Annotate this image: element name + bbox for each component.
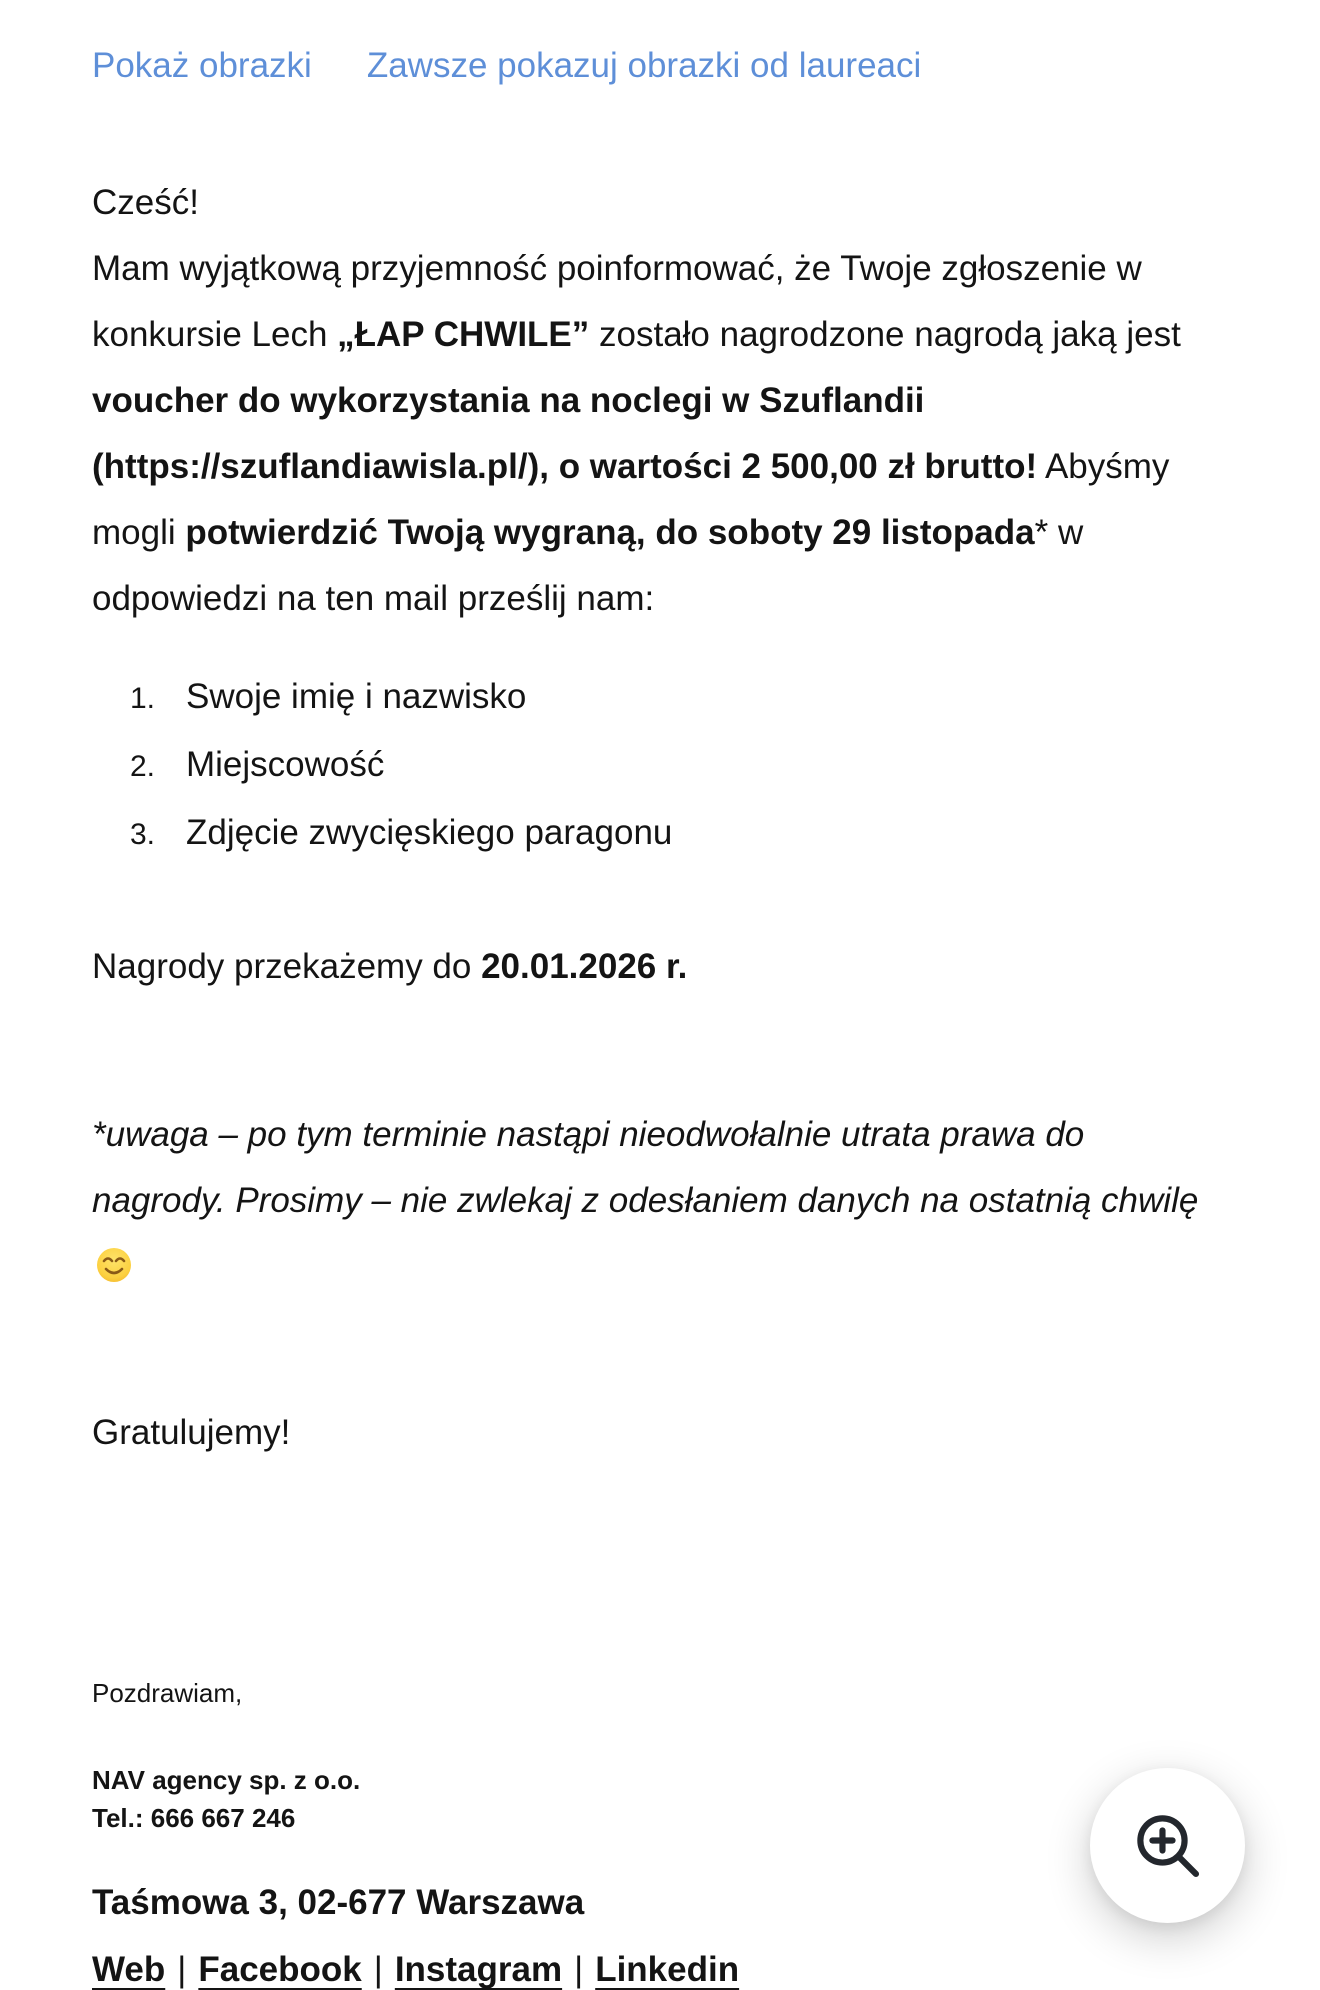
zoom-in-icon <box>1129 1807 1207 1885</box>
show-images-link[interactable]: Pokaż obrazki <box>92 46 312 85</box>
company-name: NAV agency sp. z o.o. <box>92 1765 361 1795</box>
facebook-link[interactable]: Facebook <box>198 1950 362 1989</box>
list-item <box>130 732 1204 800</box>
congrats-text: Gratulujemy! <box>92 1413 291 1452</box>
greeting-text: Cześć! <box>92 183 199 222</box>
list-item-number: 2. <box>130 750 156 783</box>
list-item-label: Swoje imię i nazwisko <box>186 677 527 716</box>
email-content <box>92 0 1204 1990</box>
link-separator: | <box>177 1950 187 1989</box>
list-item-number: 1. <box>130 682 156 715</box>
note-text: *uwaga – po tym terminie nastąpi nieodwołalnie utrata prawa do nagrody. Prosimy – nie zwlekaj z odesłaniem danych na ostatnią chwilę <box>92 1115 1199 1220</box>
company-phone: Tel.: 666 667 246 <box>92 1803 296 1833</box>
image-permission-bar <box>92 42 1204 90</box>
list-item-number: 3. <box>130 818 156 851</box>
social-links-row <box>92 1946 1204 1990</box>
linkedin-link[interactable]: Linkedin <box>595 1950 740 1989</box>
zoom-in-button[interactable] <box>1090 1768 1245 1923</box>
company-address: Taśmowa 3, 02-677 Warszawa <box>92 1883 585 1922</box>
list-item <box>130 664 1204 732</box>
smiling-face-emoji <box>96 1239 132 1275</box>
instagram-link[interactable]: Instagram <box>394 1950 563 1989</box>
signature-closing: Pozdrawiam, <box>92 1678 243 1708</box>
always-show-images-link[interactable]: Zawsze pokazuj obrazki od laureaci <box>366 46 922 85</box>
link-separator: | <box>574 1950 584 1989</box>
signature-company-block <box>92 1761 1204 1837</box>
web-link[interactable]: Web <box>92 1950 166 1989</box>
required-items-list <box>92 664 1204 868</box>
list-item-label: Zdjęcie zwycięskiego paragonu <box>186 813 673 852</box>
deadline-paragraph: Nagrody przekażemy do 20.01.2026 r. <box>92 947 688 986</box>
list-item-label: Miejscowość <box>186 745 385 784</box>
list-item <box>130 800 1204 868</box>
link-separator: | <box>373 1950 383 1989</box>
intro-paragraph: Mam wyjątkową przyjemność poinformować, że Twoje zgłoszenie w konkursie Lech „ŁAP CHWILE” zostało nagrodzone nagrodą jaką jest voucher do wykorzystania na noclegi w Szuflandii (https://szuflandiawisla.pl/), o wartości 2 500,00 zł brutto! Abyśmy mogli potwierdzić Twoją wygraną, do soboty 29 listopada* w odpowiedzi na ten mail prześlij nam: <box>92 249 1181 618</box>
note-paragraph <box>92 1102 1204 1300</box>
